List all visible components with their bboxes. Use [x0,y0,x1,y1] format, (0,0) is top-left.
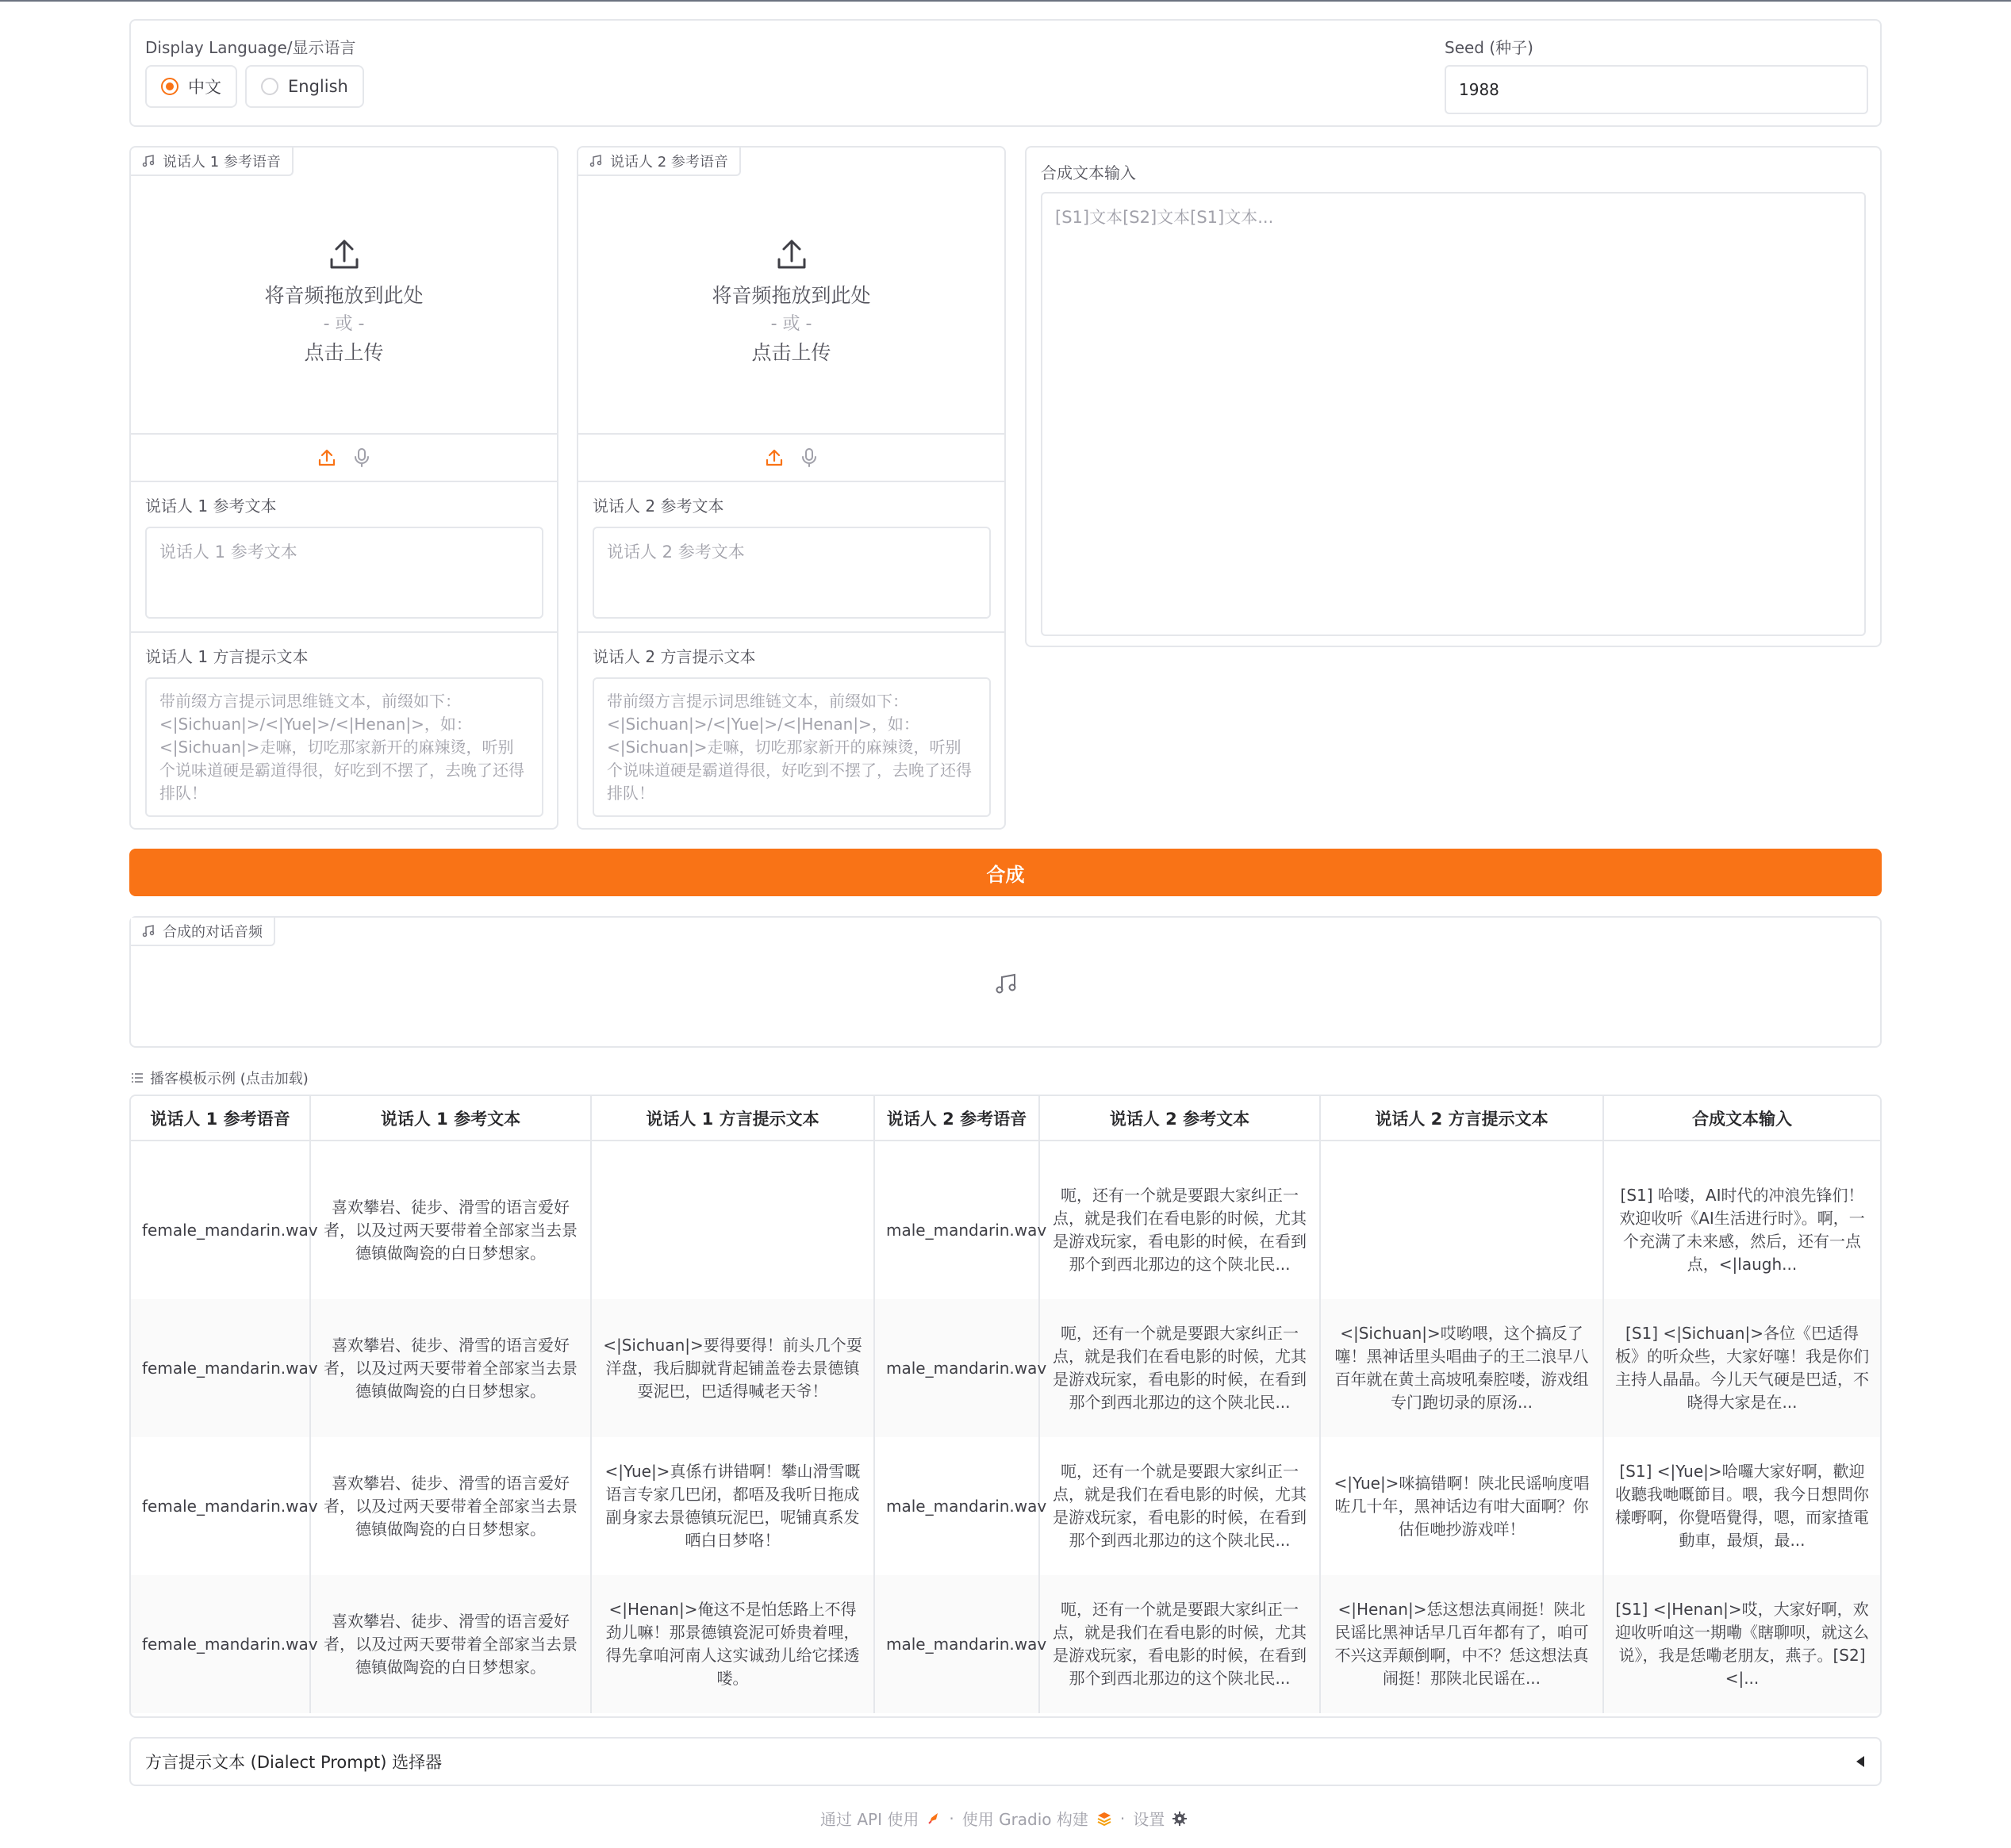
language-option-label: English [288,77,348,96]
table-cell: 呃，还有一个就是要跟大家纠正一点，就是我们在看电影的时候，尤其是游戏玩家，看电影的时候，在看到那个到西北那边的这个陕北民... [1039,1161,1320,1299]
speaker2-audio-dropzone[interactable] [578,176,1004,430]
table-cell: [S1] <|Sichuan|>各位《巴适得板》的听众些，大家好噻！我是你们主持人晶晶。今儿天气硬是巴适，不晓得大家是在... [1603,1299,1880,1437]
speaker1-audio-tag [131,148,294,176]
speaker1-ref-text-input[interactable]: 说话人 1 参考文本 [145,527,543,619]
speaker2-ref-text-label: 说话人 2 参考文本 [593,497,724,516]
music-note-icon [589,155,602,167]
table-header-row [131,1096,1880,1141]
column-header[interactable]: 说话人 1 参考文本 [310,1096,591,1141]
caret-left-icon [1855,1755,1866,1768]
column-header[interactable]: 说话人 2 参考语音 [874,1096,1039,1141]
dropzone-click-text: 点击上传 [751,341,831,364]
table-cell: [S1] <|Yue|>哈囉大家好啊，歡迎收聽我哋嘅節目。喂，我今日想問你樣嘢啊，你覺唔覺得，嗯，而家揸電動車，最煩，最... [1603,1437,1880,1575]
table-cell: male_mandarin.wav [874,1161,1039,1299]
column-header[interactable]: 说话人 1 方言提示文本 [591,1096,874,1141]
column-header[interactable]: 说话人 2 方言提示文本 [1320,1096,1603,1141]
examples-label: 播客模板示例 (点击加载) [150,1071,309,1087]
speaker1-source-toolbar [131,435,557,481]
footer [820,1807,1187,1830]
divider [131,631,557,633]
speaker1-audio-dropzone[interactable] [131,176,557,430]
display-language-radio-group [145,65,364,108]
divider [578,631,1004,633]
table-cell: female_mandarin.wav [131,1161,310,1299]
table-cell: 喜欢攀岩、徒步、滑雪的语言爱好者，以及过两天要带着全部家当去景德镇做陶瓷的白日梦想家。 [310,1299,591,1437]
music-note-icon [142,925,155,937]
footer-separator: · [949,1808,954,1828]
table-cell: female_mandarin.wav [131,1575,310,1713]
footer-api-link[interactable]: 通过 API 使用 [820,1810,919,1829]
dropzone-text: 将音频拖放到此处 [712,284,871,307]
column-header[interactable]: 说话人 2 参考文本 [1039,1096,1320,1141]
upload-source-icon[interactable] [765,448,784,467]
dropzone-click-text: 点击上传 [304,341,384,364]
dropzone-or-text: - 或 - [770,314,812,334]
upload-icon [777,239,807,270]
table-cell: 喜欢攀岩、徒步、滑雪的语言爱好者，以及过两天要带着全部家当去景德镇做陶瓷的白日梦想家。 [310,1161,591,1299]
table-cell: <|Yue|>咪搞错啊！陕北民谣响度唱咗几十年，黑神话边有咁大面啊？你估佢哋抄游戏咩！ [1320,1437,1603,1575]
examples-table-container [129,1095,1882,1718]
table-cell: female_mandarin.wav [131,1299,310,1437]
upload-source-icon[interactable] [317,448,336,467]
dropzone-text: 将音频拖放到此处 [264,284,424,307]
language-option-zh[interactable] [145,65,237,108]
table-cell: 喜欢攀岩、徒步、滑雪的语言爱好者，以及过两天要带着全部家当去景德镇做陶瓷的白日梦想家。 [310,1437,591,1575]
table-cell: <|Henan|>恁这想法真闹挺！陕北民谣比黑神话早几百年都有了，咱可不兴这弄颠倒啊，中不？恁这想法真闹挺！那陕北民谣在... [1320,1575,1603,1713]
table-cell: 呃，还有一个就是要跟大家纠正一点，就是我们在看电影的时候，尤其是游戏玩家，看电影的时候，在看到那个到西北那边的这个陕北民... [1039,1575,1320,1713]
table-cell: female_mandarin.wav [131,1437,310,1575]
speaker1-dialect-label: 说话人 1 方言提示文本 [145,647,309,666]
divider [131,481,557,482]
table-cell: male_mandarin.wav [874,1575,1039,1713]
table-row[interactable] [131,1161,1880,1299]
display-language-label: Display Language/显示语言 [145,38,356,57]
examples-table [131,1096,1880,1713]
speaker2-dialect-label: 说话人 2 方言提示文本 [593,647,756,666]
table-cell [591,1161,874,1299]
dropzone-or-text: - 或 - [323,314,365,334]
table-spacer-row [131,1141,1880,1161]
radio-unselected-icon [261,78,278,95]
speaker2-panel [577,146,1006,830]
speaker2-source-toolbar [578,435,1004,481]
seed-label: Seed (种子) [1445,38,1533,57]
microphone-icon[interactable] [352,447,371,468]
output-audio-label: 合成的对话音频 [163,924,263,941]
table-cell: <|Sichuan|>要得要得！前头几个耍洋盘，我后脚就背起铺盖卷去景德镇耍泥巴，巴适得喊老天爷！ [591,1299,874,1437]
table-row[interactable] [131,1575,1880,1713]
microphone-icon[interactable] [800,447,819,468]
top-border [0,0,2011,2]
speaker2-ref-text-input[interactable]: 说话人 2 参考文本 [593,527,991,619]
output-audio-panel [129,916,1882,1048]
speaker1-panel [129,146,558,830]
dialect-selector-label: 方言提示文本 (Dialect Prompt) 选择器 [145,1753,443,1772]
table-row[interactable] [131,1437,1880,1575]
table-cell: <|Yue|>真係冇讲错啊！攀山滑雪嘅语言专家几巴闭，都唔及我听日拖成副身家去景德镇玩泥巴，呢铺真系发哂白日梦咯！ [591,1437,874,1575]
speaker1-ref-text-label: 说话人 1 参考文本 [145,497,277,516]
table-cell: [S1] <|Henan|>哎，大家好啊，欢迎收听咱这一期嘞《瞎聊呗，就这么说》，我是恁嘞老朋友，燕子。[S2] <|... [1603,1575,1880,1713]
language-option-en[interactable] [245,65,364,108]
list-icon [131,1072,144,1083]
upload-icon [329,239,359,270]
output-audio-tag [131,918,275,946]
music-note-icon [142,155,155,167]
language-option-label: 中文 [188,78,221,97]
footer-settings-link[interactable]: 设置 [1133,1810,1165,1829]
table-cell: [S1] 哈喽，AI时代的冲浪先锋们！欢迎收听《AI生活进行时》。啊，一个充满了未来感，然后，还有一点点，<|laugh... [1603,1161,1880,1299]
dialect-selector-accordion[interactable] [129,1737,1882,1786]
gear-icon [1172,1812,1187,1826]
table-cell: <|Henan|>俺这不是怕恁路上不得劲儿嘛！那景德镇瓷泥可娇贵着哩，得先拿咱河南人这实诚劲儿给它揉透喽。 [591,1575,874,1713]
footer-separator: · [1119,1808,1126,1828]
gradio-logo-icon [1096,1812,1112,1826]
speaker2-audio-label: 说话人 2 参考语音 [610,154,728,171]
footer-gradio-link[interactable]: 使用 Gradio 构建 [961,1810,1088,1829]
table-row[interactable] [131,1299,1880,1437]
seed-input[interactable]: 1988 [1445,65,1868,114]
table-cell: male_mandarin.wav [874,1437,1039,1575]
synthesis-text-label: 合成文本输入 [1041,163,1136,182]
rocket-icon [927,1812,941,1826]
speaker1-dialect-input[interactable]: 带前缀方言提示词思维链文本，前缀如下：<|Sichuan|>/<|Yue|>/<|Henan|>，如：<|Sichuan|>走嘛，切吃那家新开的麻辣烫，听别个说味道硬是霸道得很，好吃到不摆了，去晚了还得排队！ [145,677,543,817]
synthesis-text-input[interactable]: [S1]文本[S2]文本[S1]文本... [1041,192,1866,636]
synthesize-button[interactable]: 合成 [129,849,1882,896]
column-header[interactable]: 说话人 1 参考语音 [131,1096,310,1141]
table-cell: 呃，还有一个就是要跟大家纠正一点，就是我们在看电影的时候，尤其是游戏玩家，看电影的时候，在看到那个到西北那边的这个陕北民... [1039,1437,1320,1575]
table-cell: 呃，还有一个就是要跟大家纠正一点，就是我们在看电影的时候，尤其是游戏玩家，看电影的时候，在看到那个到西北那边的这个陕北民... [1039,1299,1320,1437]
speaker2-dialect-input[interactable]: 带前缀方言提示词思维链文本，前缀如下：<|Sichuan|>/<|Yue|>/<|Henan|>，如：<|Sichuan|>走嘛，切吃那家新开的麻辣烫，听别个说味道硬是霸道得很，好吃到不摆了，去晚了还得排队！ [593,677,991,817]
settings-panel [129,19,1882,127]
column-header[interactable]: 合成文本输入 [1603,1096,1880,1141]
empty-audio-icon [995,973,1017,995]
divider [578,481,1004,482]
table-cell: male_mandarin.wav [874,1299,1039,1437]
speaker1-audio-label: 说话人 1 参考语音 [163,154,281,171]
table-cell [1320,1161,1603,1299]
synthesis-text-panel [1025,146,1882,647]
radio-selected-icon [161,78,178,95]
table-cell: <|Sichuan|>哎哟喂，这个搞反了噻！黑神话里头唱曲子的王二浪早八百年就在黄土高坡吼秦腔喽，游戏组专门跑切录的原汤... [1320,1299,1603,1437]
examples-header [131,1068,309,1088]
table-cell: 喜欢攀岩、徒步、滑雪的语言爱好者，以及过两天要带着全部家当去景德镇做陶瓷的白日梦想家。 [310,1575,591,1713]
speaker2-audio-tag [578,148,741,176]
